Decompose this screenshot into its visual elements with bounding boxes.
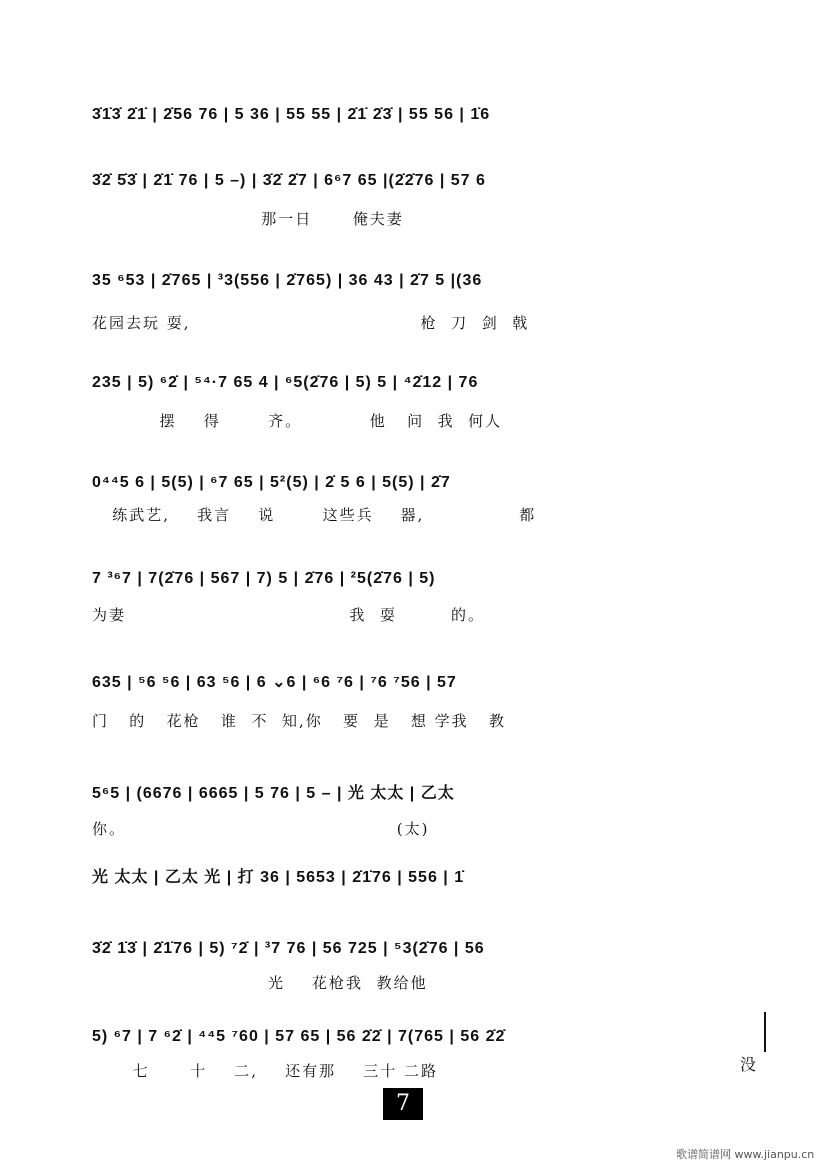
lyrics-line: 那一日 俺夫妻 [92, 210, 404, 228]
lyrics-line: 摆 得 齐。 他 问 我 何人 [92, 412, 503, 430]
lyrics-line: 七 十 二, 还有那 三十 二路 [92, 1062, 438, 1080]
lyrics-line: 光 花枪我 教给他 [92, 974, 428, 992]
lyrics-line: 为妻 我 耍 的。 [92, 606, 486, 624]
lyrics-line [92, 900, 732, 926]
continuation-lyric: 没 [740, 1055, 757, 1074]
watermark: 歌谱简谱网 www.jianpu.cn [676, 1148, 815, 1161]
notes-line: 3̇2̇ 5̇3̇ | 2̇1̇ 76 | 5 –) | 3̇2̇ 2̇7 | 6⁶7 65 |(2̇2̇76 | 57 6 [92, 172, 486, 189]
lyrics-line: 练武艺, 我言 说 这些兵 器, 都 [92, 506, 537, 524]
notes-line: 5⁶5 | (6676 | 6665 | 5 76 | 5 – | 光 太太 | 乙太 [92, 785, 455, 802]
lyrics-line: 门 的 花枪 谁 不 知,你 要 是 想 学我 教 [92, 712, 506, 730]
notes-line: 光 太太 | 乙太 光 | 打 36 | 5653 | 2̇1̇76 | 556 | 1̇ [92, 869, 465, 886]
notes-line: 3̇1̇3̇ 2̇1̇ | 2̇56 76 | 5 36 | 55 55 | 2̇1̇ 2̇3̇ | 55 56 | 1̇6 [92, 106, 491, 123]
lyrics-line: 你。 (太) [92, 820, 430, 838]
lyrics-line: 花园去玩 耍, 枪 刀 剑 戟 [92, 314, 530, 332]
lyrics-line [92, 146, 732, 172]
notes-line: 5) ⁶7 | 7 ⁶2̇ | ⁴⁴5 ⁷60 | 57 65 | 56 2̇2̇ | 7(765 | 56 2̇2̇ [92, 1028, 506, 1045]
notes-line: 235 | 5) ⁶2̇ | ⁵⁴·7 65 4 | ⁶5(2̇76 | 5) 5 | ⁴2̇12 | 76 [92, 374, 479, 391]
notes-line: 3̇2̇ 1̇3̇ | 2̇1̇76 | 5) ⁷2̇ | ³7 76 | 56 725 | ⁵3(2̇76 | 56 [92, 940, 485, 957]
page-number: 7 [383, 1088, 423, 1120]
notes-line: 35 ⁶53 | 2̇765 | ³3(556 | 2̇765) | 36 43 | 2̇7 5 |(36 [92, 272, 483, 289]
notes-line: 0⁴⁴5 6 | 5(5) | ⁶7 65 | 5²(5) | 2̇ 5 6 | 5(5) | 2̇7 [92, 474, 451, 491]
notes-line: 635 | ⁵6 ⁵6 | 63 ⁵6 | 6 ⌄6 | ⁶6 ⁷6 | ⁷6 ⁷56 | 57 [92, 674, 457, 691]
notes-line: 7 ³⁶7 | 7(2̇76 | 567 | 7) 5 | 2̇76 | ²5(2̇76 | 5) [92, 570, 436, 587]
right-barline [764, 1012, 766, 1052]
